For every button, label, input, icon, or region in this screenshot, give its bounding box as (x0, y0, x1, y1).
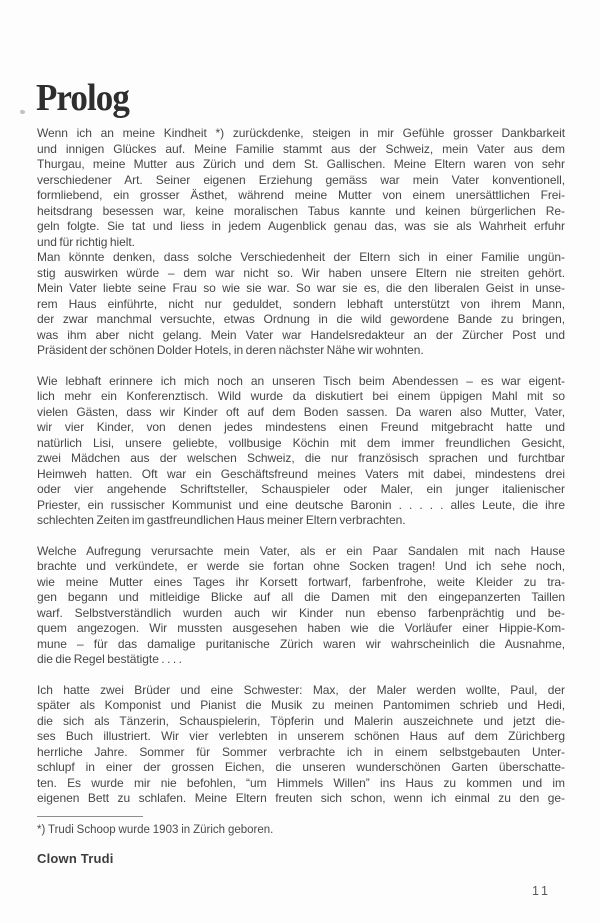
text-line: zwei Mädchen aus der welschen Schweiz, die nur französisch sprachen und furchtbar (37, 451, 565, 465)
text-line: später als Komponist und Pianist die Musik zu meinen Pantomimen schrieb und Hedi, (37, 698, 565, 712)
text-line: wie meine Mutter eines Tages ihr Korsett fortwarf, farbenfrohe, weite Kleider zu tra- (37, 574, 565, 589)
text-line: quem angezogen. Wir mussten ausgesehen haben wie die Vorläufer einer Hippie-Kom- (37, 621, 565, 635)
text-line: oder vier angehende Schriftsteller, Schauspieler oder Maler, ein junger italienischer (37, 482, 565, 496)
text-line: eigenen Bett zu schlafen. Meine Eltern freuten sich schon, wenn ich einmal zu den ge- (37, 791, 565, 805)
text-line: vielen Gästen, dass wir Kinder oft auf dem Boden sassen. Da waren also Mutter, Vater, (37, 404, 565, 419)
text-line: der zwar manchmal versuchte, etwas Ordnung in die wild gewordene Bande zu bringen, (37, 312, 565, 326)
paragraph-block (37, 374, 565, 529)
text-line: was ihm aber nicht gelang. Mein Vater war Handelsredakteur an der Zürcher Post und (37, 327, 565, 342)
paragraph-block (37, 683, 565, 807)
paragraph-block (37, 126, 565, 359)
footnote-divider (37, 816, 143, 817)
text-line: Welche Aufregung verursachte mein Vater, als er ein Paar Sandalen mit nach Hause (37, 543, 565, 558)
text-line: und innigen Glückes auf. Meine Familie stammt aus der Schweiz, mein Vater aus dem (37, 141, 565, 156)
text-line: natürlich Lisi, unsere geliebte, vollbusige Köchin mit dem immer freundlichen Gesicht, (37, 435, 565, 450)
body-text (37, 126, 565, 807)
text-line: Mein Vater liebte seine Frau so wie sie war. So war sie es, die den liberalen Geist in unse- (37, 281, 565, 295)
text-line: die die Regel bestätigte . . . . (37, 652, 182, 666)
book-caption: Clown Trudi (37, 851, 114, 866)
text-line: heitsdrang besessen war, keine moralischen Tabus kannte und keinen bürgerlichen Re- (37, 203, 565, 218)
text-line: verschiedener Art. Seiner eigenen Erziehung gemäss war mein Vater konventionell, (37, 172, 565, 187)
text-line: wir vier Kinder, von denen jedes mindestens einen Freund mitgebracht hatte und (37, 420, 565, 434)
paragraph-block (37, 544, 565, 668)
text-line: schlupf in einer der grossen Eichen, die unseren wunderschönen Garten überschatte- (37, 760, 565, 774)
text-line: gen begann und mitleidige Blicke auf all die Damen mit den eingepanzerten Taillen (37, 590, 565, 604)
text-line: Thurgau, meine Mutter aus Zürich und dem St. Gallischen. Meine Eltern waren von sehr (37, 157, 565, 171)
text-line: rem Haus einführte, nicht nur geduldet, sondern lebhaft unterstützt von ihrem Mann, (37, 296, 565, 311)
chapter-title: Prolog (36, 77, 129, 120)
text-line: und für richtig hielt. (37, 234, 135, 249)
text-line: Priester, ein russischer Kommunist und eine deutsche Baronin . . . . . alles Leute, die ihre (37, 497, 565, 512)
text-line: stig auswirken würde – dem war nicht so. Wir haben unsere Eltern nie streiten gehört. (37, 265, 565, 280)
text-line: lich mehr ein Konferenztisch. Wild wurde da diskutiert bei einem üppigen Mahl mit so (37, 389, 565, 403)
text-line: brachte und verkündete, er werde sie fortan ohne Socken tragen! Und ich sehe noch, (37, 559, 565, 573)
text-line: mune – für das damalige puritanische Zürich waren wir wahrscheinlich die Ausnahme, (37, 636, 565, 651)
scan-artifact-speck (19, 109, 25, 115)
page-number: 11 (532, 884, 551, 898)
text-line: geln folgte. Sie tat und liess in jedem Augenblick genau das, was sie als Wahrheit erfuhr (37, 219, 565, 233)
text-line: ses Buch illustriert. Wir vier verlebten in unserem schönen Haus auf dem Zürichberg (37, 729, 565, 743)
text-line: herrliche Jahre. Sommer für Sommer verbrachte ich in einem selbstgebauten Unter- (37, 744, 565, 759)
text-line: die sich als Tänzerin, Schauspielerin, Töpferin und Malerin auszeichnete und jetzt die- (37, 713, 565, 728)
text-line: Wenn ich an meine Kindheit *) zurückdenke, steigen in mir Gefühle grosser Dankbarkeit (37, 126, 565, 140)
text-line: schlechten Zeiten im gastfreundlichen Haus meiner Eltern verbrachten. (37, 513, 406, 527)
text-line: ten. Es wurde mir nie befohlen, “um Himmels Willen” ins Haus zu kommen und im (37, 775, 565, 790)
footnote-text: *) Trudi Schoop wurde 1903 in Zürich geboren. (37, 824, 274, 836)
text-line: warf. Selbstverständlich wurden auch wir Kinder nun ebenso farbenprächtig und be- (37, 605, 565, 620)
text-line: Ich hatte zwei Brüder und eine Schwester: Max, der Maler werden wollte, Paul, der (37, 682, 565, 697)
text-line: Heimweh hatten. Oft war ein Geschäftsfreund meines Vaters mit dabei, mindestens drei (37, 466, 565, 481)
text-line: Wie lebhaft erinnere ich mich noch an unseren Tisch beim Abendessen – es war eigent- (37, 373, 565, 388)
text-line: formliebend, ein grosser Ästhet, während meine Mutter von einem unersättlichen Frei- (37, 188, 565, 202)
text-line: Präsident der schönen Dolder Hotels, in deren nächster Nähe wir wohnten. (37, 343, 424, 357)
text-line: Man könnte denken, dass solche Verschiedenheit der Eltern sich in einer Familie ungün- (37, 250, 565, 264)
